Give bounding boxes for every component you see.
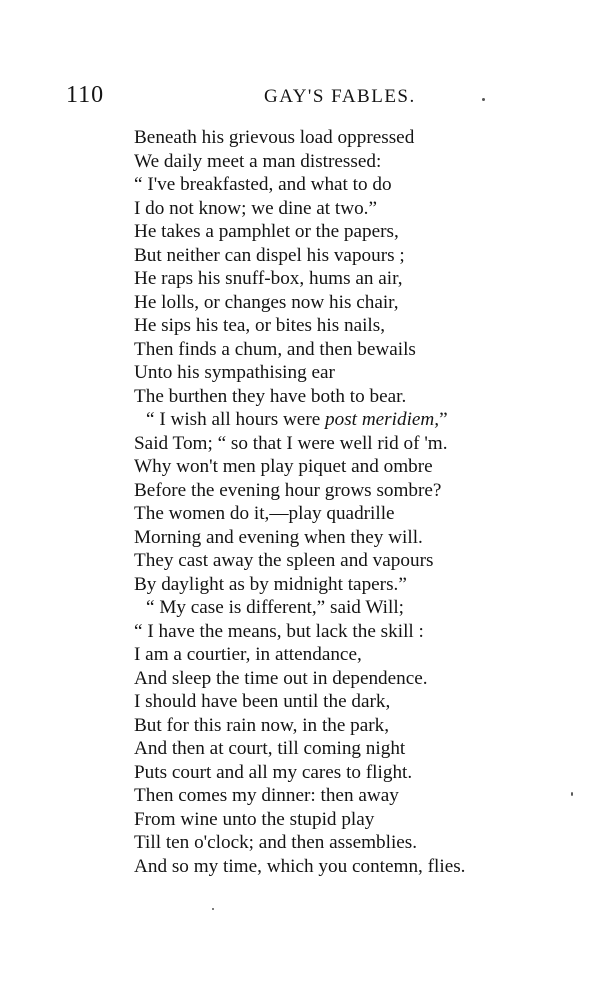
- poem-line: The burthen they have both to bear.: [134, 385, 407, 407]
- poem-text: [134, 126, 594, 878]
- poem-line: But for this rain now, in the park,: [134, 714, 390, 736]
- poem-line: From wine unto the stupid play: [134, 808, 375, 830]
- poem-line: We daily meet a man distressed:: [134, 150, 382, 172]
- poem-line: Unto his sympathising ear: [134, 362, 335, 383]
- poem-line: [134, 408, 594, 432]
- poem-line: He raps his snuff-box, hums an air,: [134, 268, 403, 289]
- poem-line: He takes a pamphlet or the papers,: [134, 221, 399, 242]
- poem-line-text: “ I wish all hours were: [146, 409, 326, 430]
- poem-line: Before the evening hour grows sombre?: [134, 479, 442, 501]
- page-number: 110: [66, 82, 105, 108]
- poem-line: “ My case is different,” said Will;: [146, 597, 405, 618]
- poem-line: I should have been until the dark,: [134, 691, 391, 712]
- poem-line: I do not know; we dine at two.”: [134, 197, 377, 219]
- poem-line: Why won't men play piquet and ombre: [134, 456, 433, 477]
- running-title: GAY'S FABLES.: [264, 86, 416, 107]
- ink-speck: [212, 908, 214, 910]
- poem-line: They cast away the spleen and vapours: [134, 550, 434, 571]
- poem-line: He lolls, or changes now his chair,: [134, 291, 399, 313]
- poem-line: And then at court, till coming night: [134, 738, 406, 759]
- poem-line: And so my time, which you contemn, flies.: [134, 855, 466, 877]
- poem-line: Puts court and all my cares to flight.: [134, 761, 413, 783]
- poem-line: He sips his tea, or bites his nails,: [134, 315, 386, 336]
- poem-line-text: ”: [439, 409, 448, 430]
- poem-line-italic-text: post meridiem,: [325, 409, 440, 430]
- poem-line: “ I've breakfasted, and what to do: [134, 174, 392, 195]
- ink-speck: [482, 98, 485, 101]
- poem-line: By daylight as by midnight tapers.”: [134, 573, 407, 595]
- poem-line: “ I have the means, but lack the skill :: [134, 620, 424, 642]
- poem-line: Morning and evening when they will.: [134, 526, 423, 548]
- poem-line: Then comes my dinner: then away: [134, 785, 399, 806]
- poem-line: Till ten o'clock; and then assemblies.: [134, 832, 418, 853]
- poem-line: And sleep the time out in dependence.: [134, 667, 428, 689]
- poem-line: The women do it,—play quadrille: [134, 503, 395, 524]
- poem-line: Then finds a chum, and then bewails: [134, 338, 416, 360]
- poem-line: Said Tom; “ so that I were well rid of 'm.: [134, 432, 448, 454]
- poem-line: But neither can dispel his vapours ;: [134, 244, 405, 266]
- poem-line: I am a courtier, in attendance,: [134, 644, 362, 665]
- poem-line: Beneath his grievous load oppressed: [134, 127, 415, 148]
